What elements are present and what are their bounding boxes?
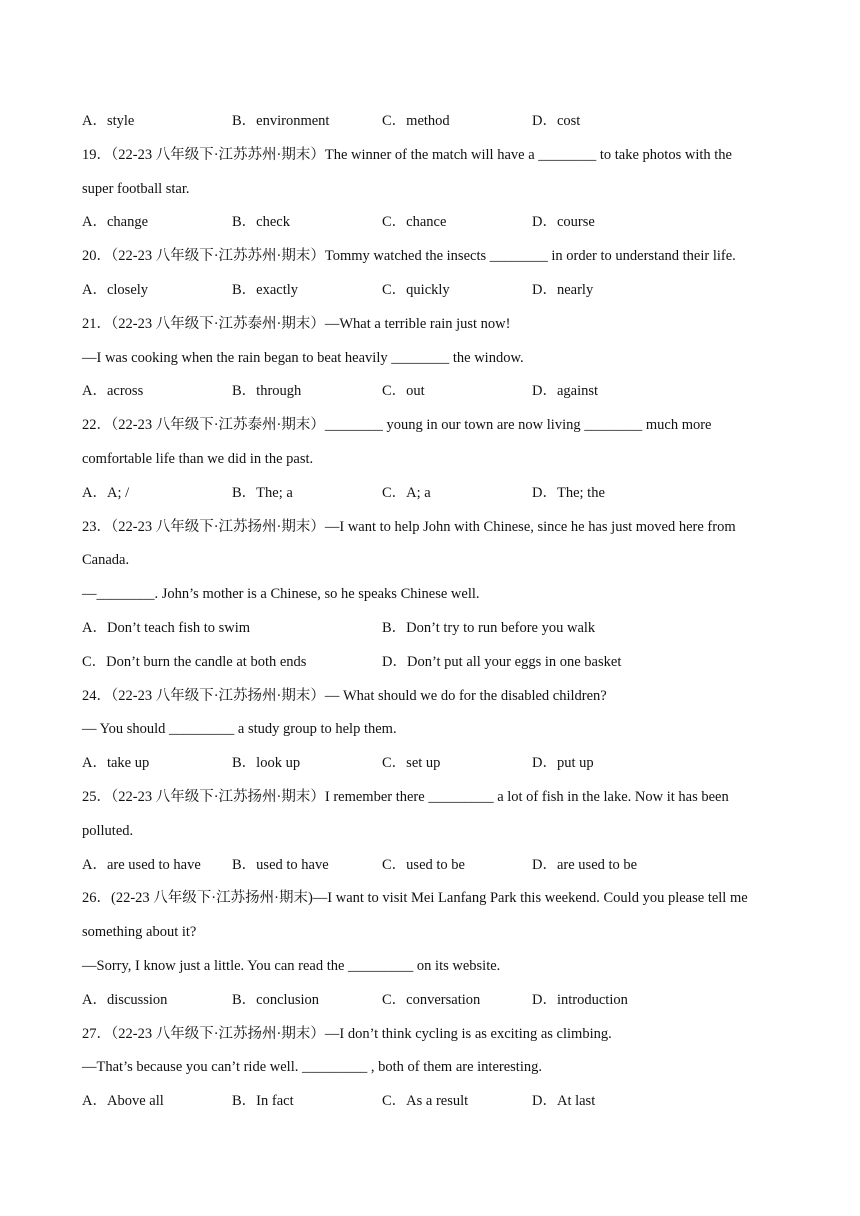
- option-c: C．conversation: [382, 991, 481, 1008]
- q22-stem-line-2: comfortable life than we did in the past.: [82, 450, 314, 467]
- q23-options-row-1: [82, 612, 792, 646]
- q26-stem-line-1: 26．(22-23 八年级下·江苏扬州·期末)—I want to visit Mei Lanfang Park this weekend. Could you please tell me: [82, 890, 748, 907]
- q23-stem-line-2: Canada.: [82, 552, 130, 569]
- q25-stem-line-1: 25．（22-23 八年级下·江苏扬州·期末）I remember there _________ a lot of fish in the lake. Now it has been: [82, 788, 729, 805]
- option-d: D．At last: [532, 1093, 596, 1110]
- q20-options: [82, 274, 792, 308]
- q24-stem-line-1: 24．（22-23 八年级下·江苏扬州·期末）— What should we do for the disabled children?: [82, 687, 607, 704]
- option-d: D．Don’t put all your eggs in one basket: [382, 653, 622, 670]
- option-a: A．change: [82, 214, 149, 231]
- option-b: B．environment: [232, 113, 330, 129]
- option-a: A．take up: [82, 755, 150, 772]
- option-a: A．discussion: [82, 991, 168, 1008]
- option-c: C．used to be: [382, 856, 465, 873]
- option-d: D．nearly: [532, 281, 594, 298]
- option-c: C．A; a: [382, 484, 431, 501]
- q27-stem-line-2: —That’s because you can’t ride well. _________ , both of them are interesting.: [82, 1059, 542, 1076]
- option-d: D．put up: [532, 755, 594, 772]
- q19-stem-line-2: super football star.: [82, 180, 190, 197]
- option-a: A．are used to have: [82, 856, 201, 873]
- option-a: A．style: [82, 113, 135, 129]
- option-c: C．quickly: [382, 281, 450, 298]
- option-d: D．against: [532, 383, 599, 400]
- q21-stem-line-2: —I was cooking when the rain began to beat heavily ________ the window.: [82, 349, 524, 366]
- option-c: C．method: [382, 113, 450, 129]
- option-b: B．check: [232, 214, 290, 231]
- option-c: C．chance: [382, 214, 447, 231]
- q19-options: [82, 206, 792, 240]
- option-c: C．out: [382, 383, 425, 400]
- q25-stem-line-2: polluted.: [82, 822, 134, 839]
- q22-options: [82, 477, 792, 511]
- option-c: C．set up: [382, 755, 441, 772]
- q21-options: [82, 375, 792, 409]
- option-d: D．are used to be: [532, 856, 638, 873]
- option-a: A．Don’t teach fish to swim: [82, 619, 251, 636]
- option-d: D．The; the: [532, 484, 605, 501]
- option-d: D．cost: [532, 113, 581, 129]
- q26-stem-line-2: something about it?: [82, 924, 197, 941]
- q24-options: [82, 747, 792, 781]
- q27-options: [82, 1085, 792, 1119]
- option-b: B．conclusion: [232, 991, 319, 1008]
- worksheet-page: [82, 105, 792, 1119]
- q27-stem-line-1: 27．（22-23 八年级下·江苏扬州·期末）—I don’t think cycling is as exciting as climbing.: [82, 1025, 612, 1042]
- q26-stem-line-3: —Sorry, I know just a little. You can read the _________ on its website.: [82, 957, 501, 974]
- q21-stem-line-1: 21．（22-23 八年级下·江苏泰州·期末）—What a terrible rain just now!: [82, 315, 511, 332]
- q26-options: [82, 984, 792, 1018]
- option-b: B．look up: [232, 755, 301, 772]
- option-b: B．through: [232, 383, 302, 400]
- q23-stem-line-1: 23．（22-23 八年级下·江苏扬州·期末）—I want to help John with Chinese, since he has just moved here from: [82, 518, 736, 535]
- option-d: D．introduction: [532, 991, 628, 1008]
- option-b: B．In fact: [232, 1093, 294, 1110]
- option-a: A．across: [82, 383, 144, 400]
- option-b: B．Don’t try to run before you walk: [382, 619, 596, 636]
- option-b: B．used to have: [232, 856, 329, 873]
- q23-options-row-2: [82, 646, 792, 680]
- option-c: C．As a result: [382, 1093, 469, 1110]
- q25-options: [82, 849, 792, 883]
- option-a: A．A; /: [82, 484, 130, 501]
- option-c: C．Don’t burn the candle at both ends: [82, 653, 307, 670]
- q23-stem-line-3: —________. John’s mother is a Chinese, so he speaks Chinese well.: [82, 586, 480, 603]
- q22-stem-line-1: 22．（22-23 八年级下·江苏泰州·期末）________ young in our town are now living ________ much more: [82, 417, 712, 434]
- q24-stem-line-2: — You should _________ a study group to help them.: [82, 721, 397, 738]
- option-d: D．course: [532, 214, 595, 231]
- option-b: B．exactly: [232, 281, 299, 298]
- q18-options: [82, 105, 792, 139]
- option-a: A．Above all: [82, 1093, 164, 1110]
- q20-stem-line-1: 20．（22-23 八年级下·江苏苏州·期末）Tommy watched the insects ________ in order to understand their life.: [82, 248, 736, 265]
- option-a: A．closely: [82, 281, 149, 298]
- q19-stem-line-1: 19．（22-23 八年级下·江苏苏州·期末）The winner of the match will have a ________ to take photos with the: [82, 146, 732, 163]
- option-b: B．The; a: [232, 484, 293, 501]
